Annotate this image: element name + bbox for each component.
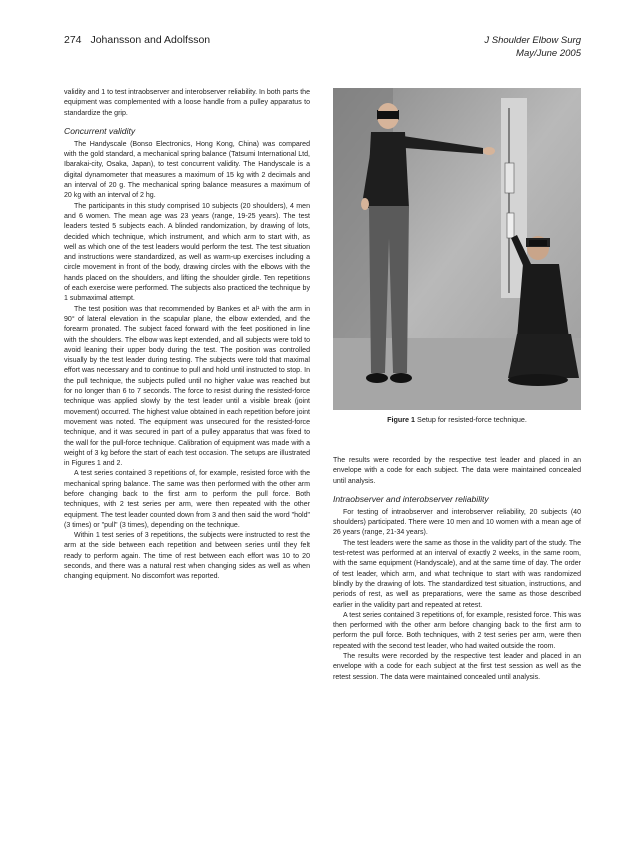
journal-name: J Shoulder Elbow Surg xyxy=(484,35,581,46)
figure-label: Figure 1 xyxy=(387,415,416,424)
paragraph: The Handyscale (Bonso Electronics, Hong Kong, China) was compared with the gold standard, a mechanical spring balance (Tatsumi International Ltd, Ibarakai-city, Osaka, Japan), to test concurrent validity. The Handyscale is a digital dynamometer that measures a maximum of 15 kg with 2 decimals and an interval of 20 g. The mechanical spring balance measures a maximum of 20 kg with an interval of 2 hg. xyxy=(64,140,310,200)
paragraph: A test series contained 3 repetitions of, for example, resisted force. This was then performed with the other arm before changing back to the first arm to perform the pull force. Both techniques, with 2 test series per arm, were then repeated with the second test leader, who had waited outside the room. xyxy=(333,611,581,650)
figure-1-caption xyxy=(333,415,581,424)
running-header-right xyxy=(484,34,581,60)
journal-issue: May/June 2005 xyxy=(516,48,581,59)
figure-caption-text: Setup for resisted-force technique. xyxy=(417,415,527,424)
right-column xyxy=(333,456,581,683)
left-column xyxy=(64,88,310,583)
paragraph: Within 1 test series of 3 repetitions, the subjects were instructed to rest the arm at the side between each repetition and between series until they felt ready to perform again. The time of rest between each effort was 10 to 20 seconds, and there was a natural rest when changing sides as well as when changing equipment. No discomfort was reported. xyxy=(64,532,310,581)
paragraph: The results were recorded by the respective test leader and placed in an envelope with a code for each subject at the first test session as well as the retest session. The data were maintained concealed until analysis. xyxy=(333,653,581,681)
paragraph: The test position was that recommended by Bankes et al¹ with the arm in 90° of lateral elevation in the scapular plane, the elbow extended, and the forearm pronated. The subject faced forward with the feet positioned in line with the shoulders. The elbow was kept extended, and all subjects were told to avoid leaning their upper body during the test. The position was controlled visually by the test leader during testing. The subjects were told that maximal effort was necessary and to continue to pull and hold until instructed to stop. In the pull technique, the subjects pulled until no higher value was reached but for no longer than 6 to 7 seconds. The force to resist during the resisted-force technique was applied slowly by the test leader until a visible break (joint movement) occurred. The highest value obtained in each repetition before joint movement was noted. The equipment was unsecured for the resisted-force technique, and it was secured in part of a pulley apparatus that was fixed to the wall for the pull-force technique. Calibration of equipment was made with a weight of 3 kg before the start of each test occasion. The setups are illustrated in Figures 1 and 2. xyxy=(64,305,310,468)
paragraph: For testing of intraobserver and interobserver reliability, 20 subjects (40 shoulders) participated. There were 10 men and 10 women with a mean age of 26 years (range, 21-34 years). xyxy=(333,508,581,537)
paragraph: The test leaders were the same as those in the validity part of the study. The test-retest was performed at an interval of exactly 2 weeks, in the same room, with the same equipment (Handyscale), and at the same time of day. The order of test leader, which arm, and what technique to start with was randomized blindly by the drawing of lots. The standardized test situation, instructions, and periods of rest, as well as preparations, were the same as those described earlier in the validity part and repeated at retest. xyxy=(333,539,581,609)
paragraph: A test series contained 3 repetitions of, for example, resisted force with the mechanical spring balance. The same was then performed with the other arm before changing back to the first arm to perform the pull force. Both techniques, with 2 test series per arm, were then repeated with the other equipment. The test leader counted down from 3 and then said the word "hold" (3 times) or "pull" (3 times), depending on the technique. xyxy=(64,470,310,529)
paragraph: validity and 1 to test intraobserver and interobserver reliability. In both parts the equipment was complemented with a loose handle from a pulley apparatus to standardize the grip. xyxy=(64,89,310,117)
section-heading-reliability: Intraobserver and interobserver reliability xyxy=(333,493,489,504)
page-number: 274 xyxy=(64,34,82,46)
paragraph: The results were recorded by the respective test leader and placed in an envelope with a code for each subject. The data were maintained concealed until analysis. xyxy=(333,457,581,485)
running-authors: Johansson and Adolfsson xyxy=(90,34,211,46)
section-heading-concurrent-validity: Concurrent validity xyxy=(64,125,136,136)
figure-photo-illustration xyxy=(333,88,581,410)
running-header-left xyxy=(64,34,210,46)
paragraph: The participants in this study comprised 10 subjects (20 shoulders), 4 men and 6 women. The mean age was 23 years (range, 19-25 years). The test leaders tested 5 subjects each. A blinded randomization, by drawing of lots, decided which technique, which instrument, and which arm to start with, as well as which one of the test leaders would perform the test. The test situation and instructions were standardized, as well as warm-up exercises including a circle movement in front of the body, drawing circles with the elbows with the hands placed on the shoulders, and lifting the shoulder girdle. Ten repetitions of each exercise were performed. The subjects also practiced the technique by 1 submaximal attempt. xyxy=(64,202,310,303)
figure-1-photo xyxy=(333,88,581,410)
